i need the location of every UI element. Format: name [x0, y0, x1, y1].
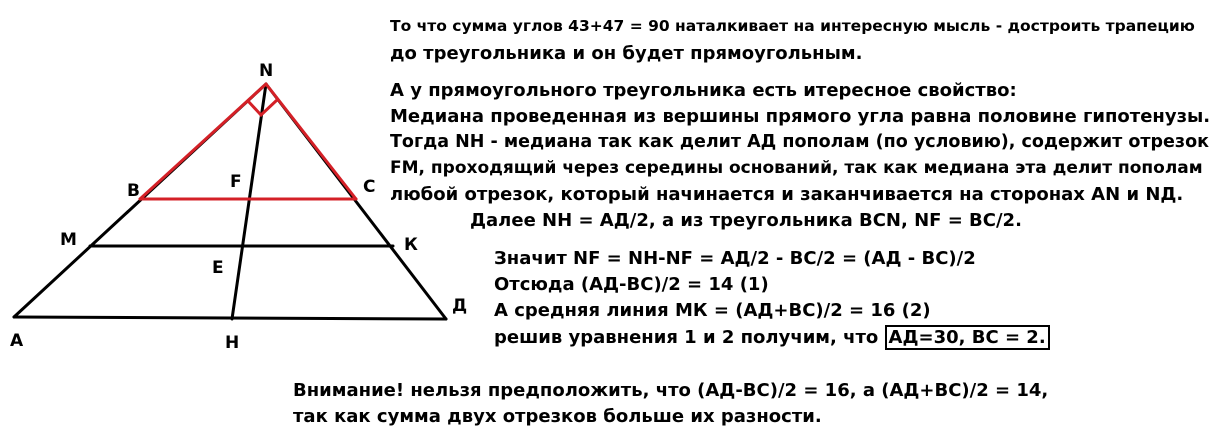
calc-line-4 [494, 324, 1050, 351]
answer-box: АД=30, ВС = 2. [885, 325, 1050, 350]
intro-line-2: до треугольника и он будет прямоугольным. [390, 43, 863, 64]
label-K: К [404, 235, 418, 255]
property-line-2: Медиана проведенная из вершины прямого угла равна половине гипотенузы. [390, 106, 1211, 127]
label-F: F [230, 172, 242, 192]
label-E: Е [212, 258, 224, 278]
label-M: М [60, 230, 77, 250]
calc-line-4-text: решив уравнения 1 и 2 получим, что [494, 327, 885, 348]
property-line-1: А у прямоугольного треугольника есть итересное свойство: [390, 80, 1017, 101]
label-N: N [259, 61, 274, 81]
calc-line-1: Значит NF = NH-NF = АД/2 - ВС/2 = (АД - ВС)/2 [494, 248, 976, 269]
intro-line-1: То что сумма углов 43+47 = 90 наталкивает на интересную мысль - достроить трапецию [390, 17, 1195, 35]
warning-line-2: так как сумма двух отрезков больше их разности. [293, 406, 822, 427]
label-H: Н [225, 333, 240, 353]
base-AD [14, 317, 446, 319]
property-line-6: Далее NH = АД/2, а из треугольника BCN, NF = BC/2. [470, 210, 1022, 231]
label-C: С [363, 177, 376, 197]
property-line-4: FM, проходящий через середины оснований, так как медиана эта делит пополам [390, 158, 1203, 178]
warning-line-1: Внимание! нельзя предположить, что (АД-ВС)/2 = 16, а (АД+ВС)/2 = 14, [293, 380, 1049, 401]
side-NC [266, 84, 356, 199]
label-B: В [127, 181, 140, 201]
label-A: А [10, 331, 24, 351]
median-NH [232, 84, 266, 319]
calc-line-3: А средняя линия МК = (АД+ВС)/2 = 16 (2) [494, 300, 931, 321]
property-line-5: любой отрезок, который начинается и заканчивается на сторонах AN и NД. [390, 184, 1184, 205]
property-line-3: Тогда NH - медиана так как делит АД пополам (по условию), содержит отрезок [390, 132, 1209, 152]
label-D: Д [452, 296, 468, 316]
calc-line-2: Отсюда (АД-ВС)/2 = 14 (1) [494, 274, 769, 295]
